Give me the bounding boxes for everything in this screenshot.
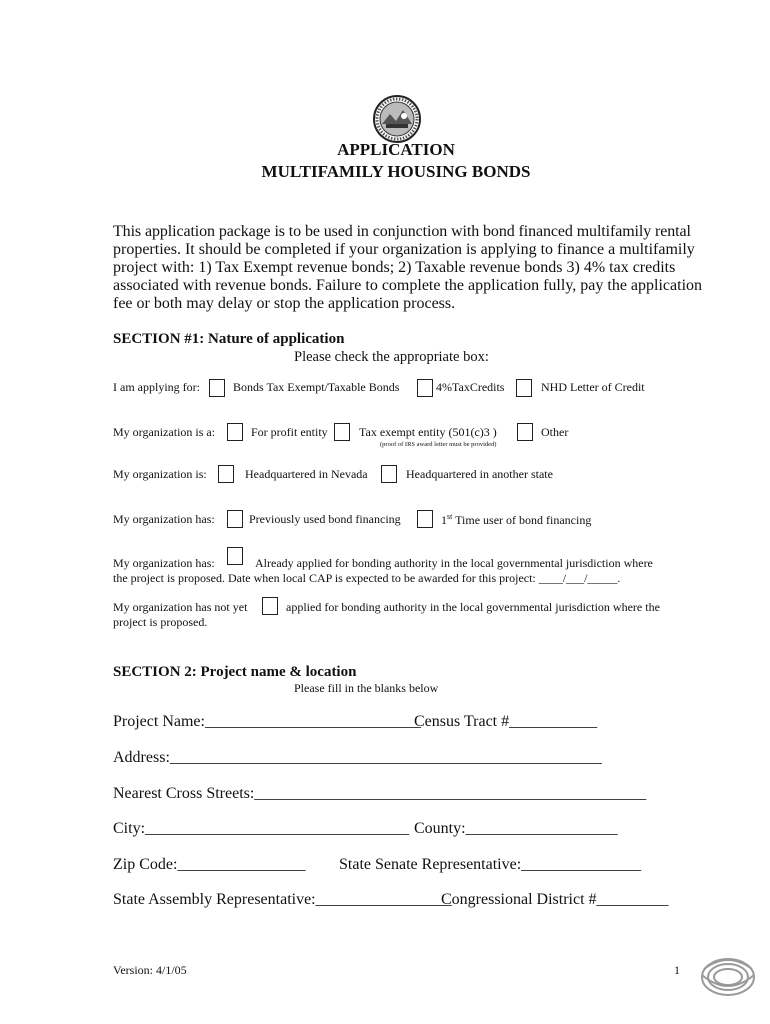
bond-history-label: My organization has: [113, 512, 215, 526]
organization-type-label: My organization is a: [113, 425, 216, 439]
page-number: 1 [674, 963, 680, 977]
already-applied-text-cont: the project is proposed. Date when local CAP is expected to be awarded for this project: ____/___/_____. [113, 571, 621, 585]
not-yet-applied-text-cont: project is proposed. [113, 615, 208, 629]
county-field[interactable]: County:___________________ [414, 820, 618, 837]
tax-credits-checkbox[interactable] [417, 379, 433, 397]
hq-other-state-checkbox[interactable] [381, 465, 397, 483]
project-name-field[interactable]: Project Name:___________________________ [113, 713, 421, 730]
already-applied-text: Already applied for bonding authority in the local governmental jurisdiction where [255, 556, 653, 570]
bonds-option-label: Bonds Tax Exempt/Taxable Bonds [233, 380, 400, 394]
congressional-district-field[interactable]: Congressional District #_________ [441, 891, 669, 908]
intro-line: associated with revenue bonds. Failure to complete the application fully, pay the application [113, 277, 703, 294]
first-time-checkbox[interactable] [417, 510, 433, 528]
other-checkbox[interactable] [517, 423, 533, 441]
not-yet-applied-text: applied for bonding authority in the local governmental jurisdiction where the [286, 600, 660, 614]
headquarters-label: My organization is: [113, 467, 207, 481]
tax-credits-option-label: 4%TaxCredits [436, 380, 505, 394]
city-field[interactable]: City:_________________________________ [113, 820, 410, 837]
section2-subheading: Please fill in the blanks below [294, 681, 439, 695]
title-line2: MULTIFAMILY HOUSING BONDS [261, 162, 531, 181]
previously-used-option-label: Previously used bond financing [249, 512, 401, 526]
intro-line: properties. It should be completed if your organization is applying to finance a multifamily [113, 241, 695, 258]
state-senate-field[interactable]: State Senate Representative:_______________ [339, 856, 642, 873]
address-field[interactable]: Address:______________________________________________________ [113, 749, 602, 766]
cross-streets-field[interactable]: Nearest Cross Streets:_________________________________________________ [113, 785, 647, 802]
already-applied-label: My organization has: [113, 556, 215, 570]
nhd-letter-option-label: NHD Letter of Credit [541, 380, 645, 394]
hq-other-state-option-label: Headquartered in another state [406, 467, 553, 481]
bonds-checkbox[interactable] [209, 379, 225, 397]
corner-logo-watermark [690, 945, 760, 1005]
already-applied-checkbox[interactable] [227, 547, 243, 565]
zip-code-field[interactable]: Zip Code:________________ [113, 856, 306, 873]
title-line1: APPLICATION [337, 140, 455, 159]
version-label: Version: 4/1/05 [113, 963, 187, 977]
previously-used-checkbox[interactable] [227, 510, 243, 528]
hq-nevada-option-label: Headquartered in Nevada [245, 467, 368, 481]
for-profit-checkbox[interactable] [227, 423, 243, 441]
tax-exempt-option-label: Tax exempt entity (501(c)3 ) [359, 425, 497, 439]
tax-exempt-checkbox[interactable] [334, 423, 350, 441]
tax-exempt-note: (proof of IRS award letter must be provided) [380, 441, 497, 448]
not-yet-applied-checkbox[interactable] [262, 597, 278, 615]
section1-subheading: Please check the appropriate box: [294, 349, 489, 365]
section1-heading: SECTION #1: Nature of application [113, 331, 345, 347]
state-seal [372, 94, 422, 144]
for-profit-option-label: For profit entity [251, 425, 328, 439]
census-tract-field[interactable]: Census Tract #___________ [414, 713, 598, 730]
intro-line: fee or both may delay or stop the application process. [113, 295, 456, 312]
first-time-option-label: 1st Time user of bond financing [441, 512, 592, 527]
not-yet-applied-label: My organization has not yet [113, 600, 248, 614]
nhd-letter-checkbox[interactable] [516, 379, 532, 397]
applying-for-label: I am applying for: [113, 380, 200, 394]
other-option-label: Other [541, 425, 569, 439]
intro-line: project with: 1) Tax Exempt revenue bonds; 2) Taxable revenue bonds 3) 4% tax credits [113, 259, 676, 276]
state-assembly-field[interactable]: State Assembly Representative:_________________ [113, 891, 452, 908]
intro-line: This application package is to be used in conjunction with bond financed multifamily rental [113, 223, 691, 240]
section2-heading: SECTION 2: Project name & location [113, 664, 357, 680]
hq-nevada-checkbox[interactable] [218, 465, 234, 483]
